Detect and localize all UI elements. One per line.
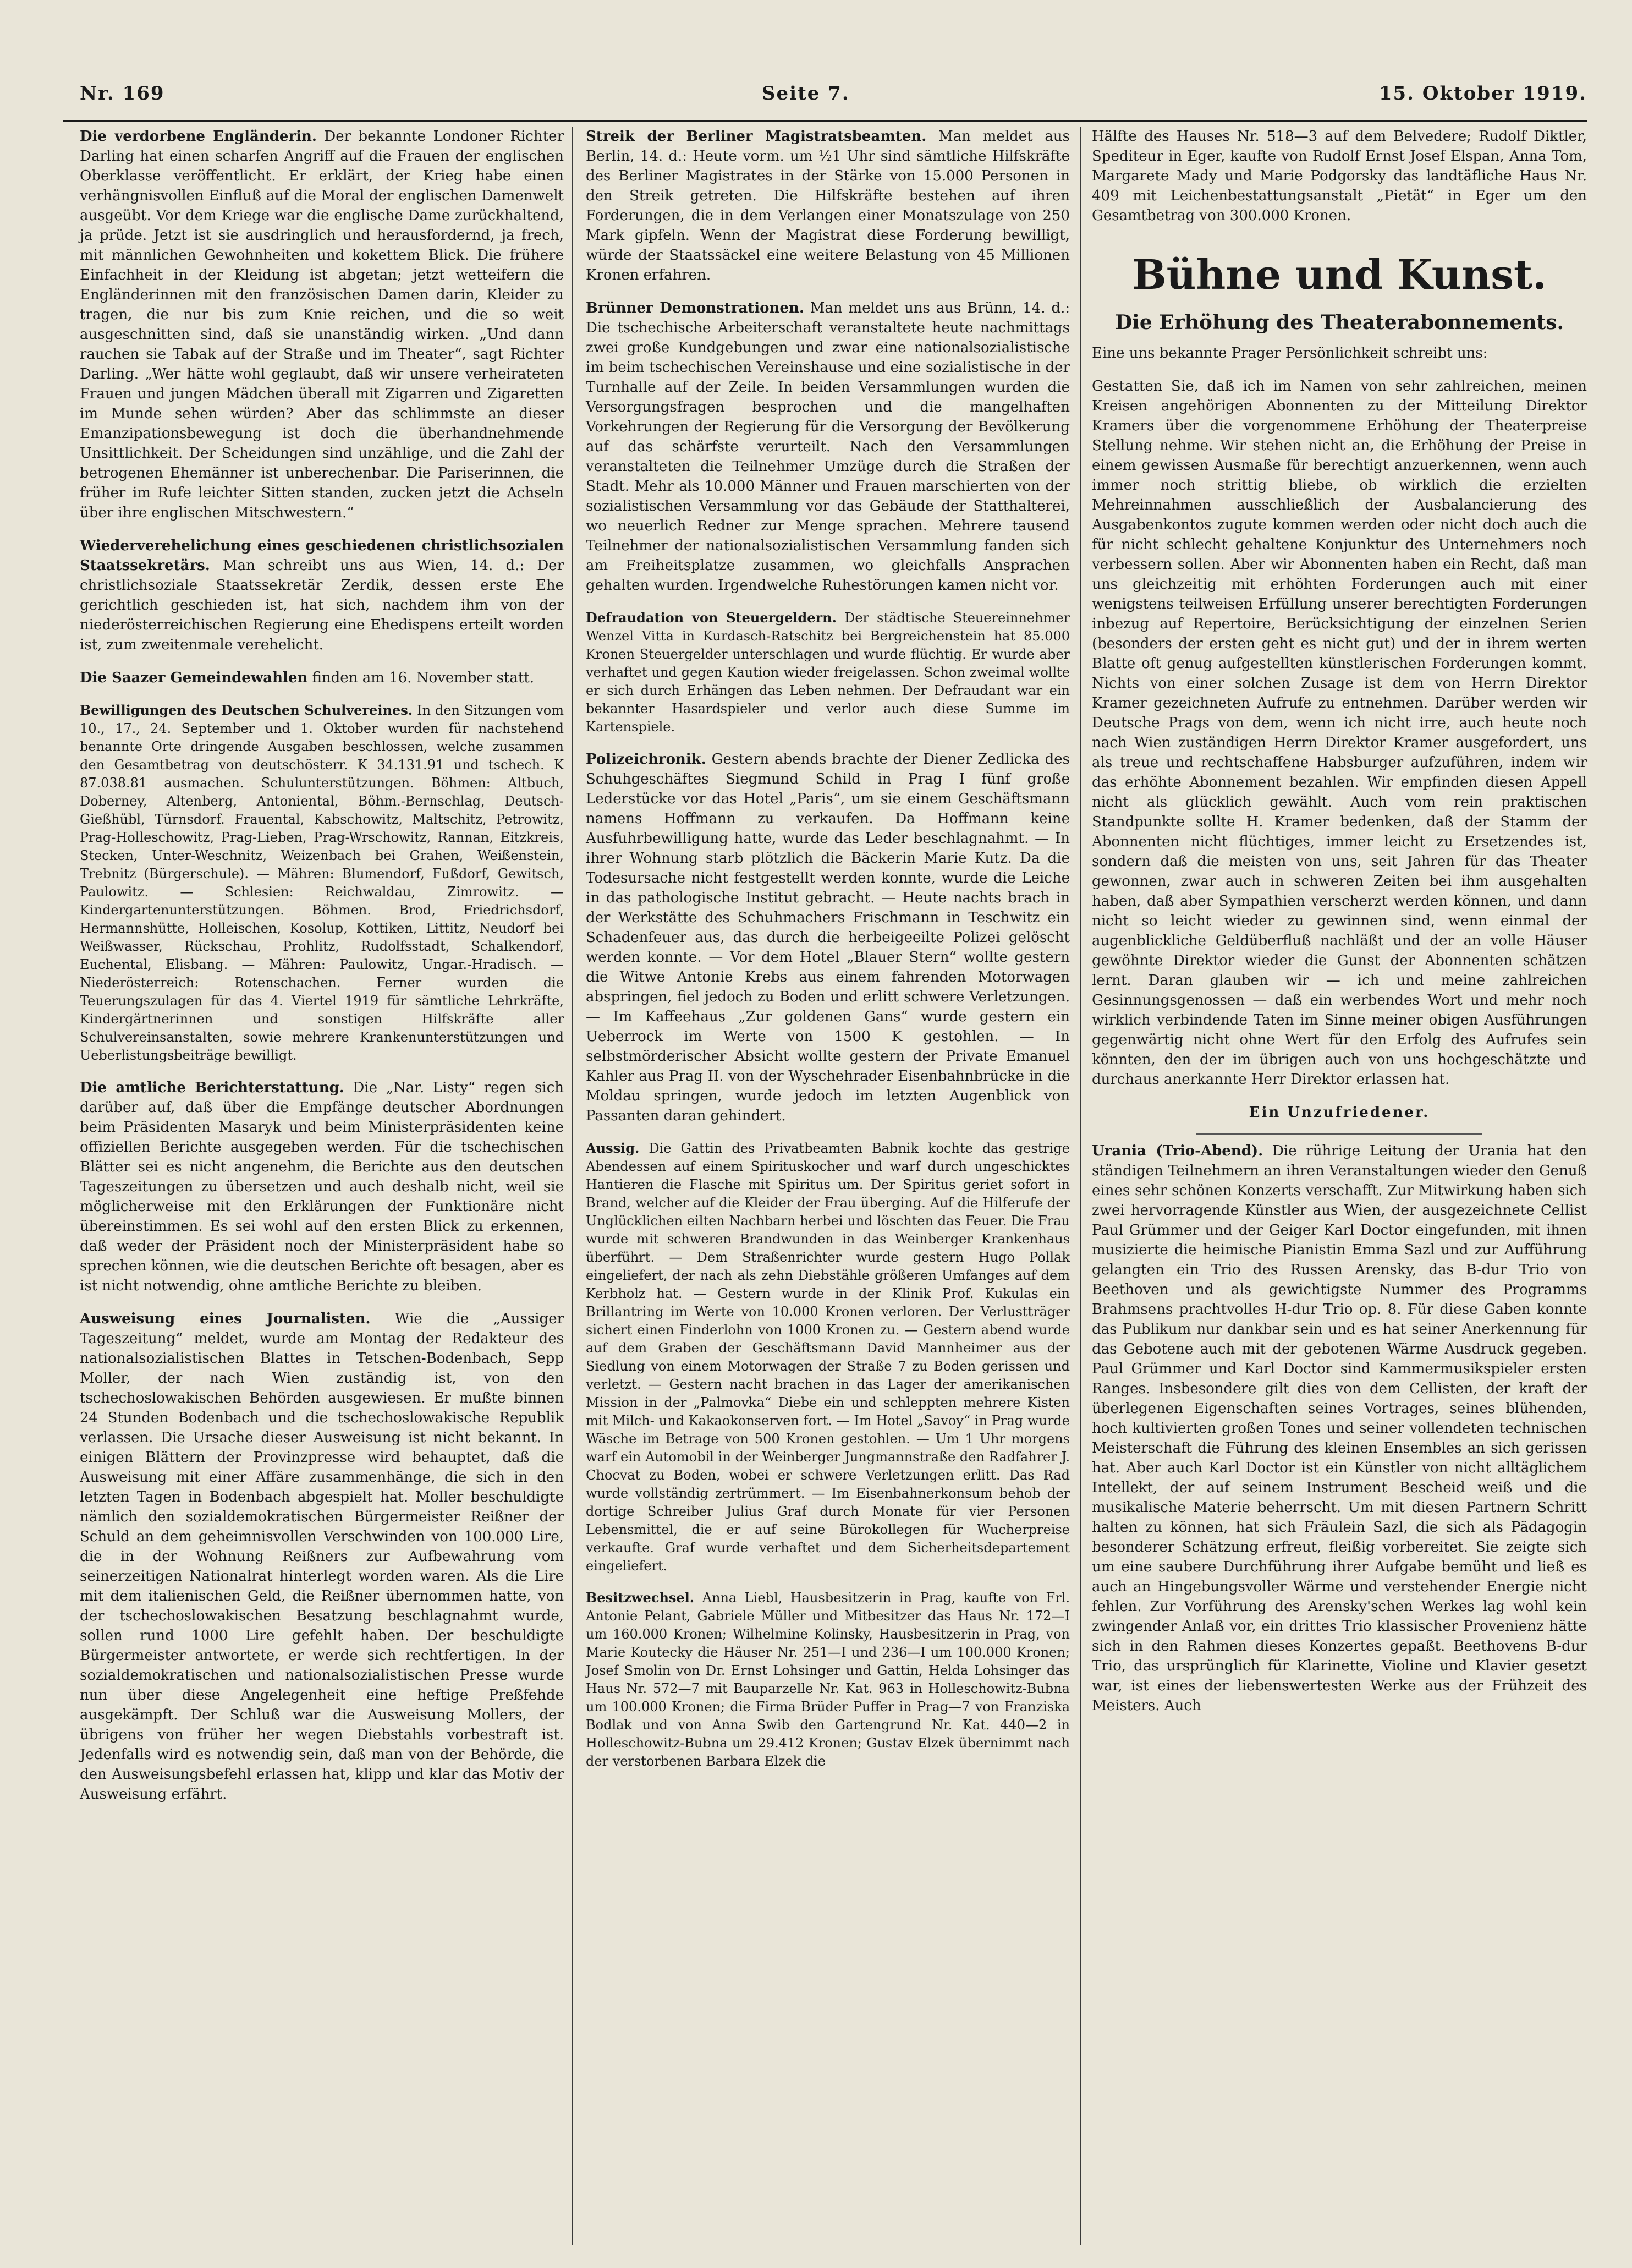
- article-body: finden am 16. November statt.: [312, 670, 535, 686]
- column-divider: [572, 127, 573, 2245]
- article: [586, 1139, 1070, 1575]
- column-3: [1092, 127, 1587, 1729]
- article: [80, 536, 564, 655]
- issue-number: Nr. 169: [80, 83, 165, 105]
- article-headline: Polizeichronik.: [586, 751, 706, 768]
- article: [80, 127, 564, 523]
- article-signature: Ein Unzufriedener.: [1249, 1104, 1430, 1121]
- article-headline: Die Erhöhung des Theaterabonnements.: [1114, 311, 1564, 334]
- article-headline: Die Saazer Gemeindewahlen: [80, 670, 308, 686]
- column-1: [80, 127, 564, 1817]
- article-body: Der bekannte Londoner Richter Darling hat einen scharfen Angriff auf die Frauen der englischen Oberklasse veröffentlicht. Er erklärt, der Krieg habe einen verhängnisvollen Einfluß auf die Moral der englischen Damenwelt ausgeübt. Vor dem Kriege war die englische Dame zurückhaltend, ja prüde. Jetzt ist sie ausdringlich und herausfordernd, ja frech, mit männlichen Gewohnheiten und kokettem Blick. Die frühere Einfachheit in der Kleidung ist abgetan; jetzt wetteifern die Engländerinnen mit den französischen Damen darin, Kleider zu tragen, die nur bis zum Knie reichen, und die so weit ausgeschnitten sind, daß sie unanständig wirken. „Und dann rauchen sie Tabak auf der Straße und im Theater“, sagt Richter Darling. „Wer hätte wohl geglaubt, daß wir unsere verheirateten Frauen und jungen Mädchen überall mit Zigarren und Zigaretten im Munde sehen würden? Aber das schlimmste an dieser Emanzipationsbewegung ist doch die überhandnehmende Unsittlichkeit. Der Scheidungen sind unzählige, und die Zahl der betrogenen Ehemänner ist unberechenbar. Die Pariserinnen, die früher im Rufe leichter Sitten standen, zucken jetzt die Achseln über ihre englischen Mitschwestern.“: [80, 128, 564, 521]
- article: [586, 1588, 1070, 1771]
- article-headline: Brünner Demonstrationen.: [586, 300, 804, 316]
- newspaper-page: [63, 83, 1587, 2245]
- article-body: Die „Nar. Listy“ regen sich darüber auf, daß über die Empfänge deutscher Abordnungen beim Präsidenten Masaryk und beim Ministerpräsidenten keine offiziellen Berichte ausgegeben werden. Für die tschechischen Blätter sei es nicht angenehm, die Berichte aus den deutschen Tageszeitungen zu übersetzen und auch deshalb nicht, weil sie möglicherweise mit den Erklärungen der Funktionäre nicht übereinstimmen. Es sei wohl auf den ersten Blick zu erkennen, daß weder der Präsident noch der Ministerpräsident habe so sprechen können, wie die deutschen Berichte oft besagen, aber es ist nicht notwendig, ohne amtliche Berichte zu bleiben.: [80, 1080, 564, 1294]
- article-body: Die rührige Leitung der Urania hat den ständigen Teilnehmern an ihren Veranstaltungen wieder den Genuß eines sehr schönen Konzerts verschafft. Zur Mitwirkung haben sich zwei hervorragende Künstler aus Wien, der ausgezeichnete Cellist Paul Grümmer und der Geiger Karl Doctor eingefunden, mit ihnen musizierte die heimische Pianistin Emma Sazl und zur Aufführung gelangten ein Trio des Russen Arensky, das B-dur Trio von Beethoven und als gewichtigste Nummer des Programms Brahmsens prachtvolles H-dur Trio op. 8. Für diese Gaben konnte das Publikum nur dankbar sein und es hat seiner Anerkennung für das Gebotene auch mit der gebotenen Wärme Ausdruck gegeben. Paul Grümmer und Karl Doctor sind Kammermusikspieler ersten Ranges. Insbesondere gilt dies von dem Cellisten, der kraft der überlegenen Eigenschaften seines Vortrages, seines blühenden, hoch kultivierten großen Tones und seiner vollendeten technischen Meisterschaft die Führung des kleinen Ensembles an sich gerissen hat. Aber auch Karl Doctor ist ein Künstler von nicht alltäglichem Intellekt, der auf seinem Instrument Bescheid weiß und die musikalische Materie beherrscht. Um mit diesen Partnern Schritt halten zu können, hat sich Fräulein Sazl, die sich als Pädagogin besonderer Schätzung erfreut, fleißig vorbereitet. Sie zeigte sich um eine saubere Durchführung ihrer Aufgabe bemüht und ließ es auch an Hingebungsvoller Wärme und verstehender Energie nicht fehlen. Zur Vorführung des Arensky'schen Werkes lag wohl kein zwingender Anlaß vor, ein drittes Trio klassischer Provenienz hätte sich in den Rahmen dieses Konzertes gepaßt. Beethovens B-dur Trio, das ursprünglich für Klarinette, Violine und Klavier gesetzt war, ist eines der liebenswertesten Werke aus der Frühzeit des Meisters. Auch: [1092, 1143, 1587, 1714]
- column-2: [586, 127, 1070, 1784]
- article-body: Man meldet uns aus Brünn, 14. d.: Die tschechische Arbeiterschaft veranstaltete heute nachmittags zwei große Kundgebungen und zwar eine nationalsozialistische im beim tschechischen Vereinshause und eine sozialistische in der Turnhalle auf der Zeile. In beiden Versammlungen wurden die Versorgungsfragen besprochen und die mangelhaften Vorkehrungen der Regierung für die Versorgung der Bevölkerung auf das schärfste verurteilt. Nach den Versammlungen veranstalteten die Teilnehmer Umzüge durch die Straßen der Stadt. Mehr als 10.000 Männer und Frauen marschierten von der sozialistischen Versammlung vor das Gebäude der Statthalterei, wo neuerlich Redner zur Menge sprachen. Mehrere tausend Teilnehmer der nationalsozialistischen Versammlung fanden sich am Freiheitsplatze zusammen, wo gleichfalls Ansprachen gehalten wurden. Irgendwelche Ruhestörungen kamen nicht vor.: [586, 300, 1070, 594]
- article-body: Gestern abends brachte der Diener Zedlicka des Schuhgeschäftes Siegmund Schild in Prag I fünf große Lederstücke vor das Hotel „Paris“, um sie einem Geschäftsmann namens Hoffmann zu verkaufen. Da Hoffmann keine Ausfuhrbewilligung hatte, wurde das Leder beschlagnahmt. — In ihrer Wohnung starb plötzlich die Bäckerin Marie Kutz. Da die Todesursache nicht festgestellt werden konnte, wurde die Leiche in das pathologische Institut gebracht. — Heute nachts brach in der Werkstätte des Schuhmachers Frischmann in Teschwitz ein Schadenfeuer aus, das durch die herbeigeeilte Polizei gelöscht werden konnte. — Vor dem Hotel „Blauer Stern“ wollte gestern die Witwe Antonie Krebs aus einem fahrenden Motorwagen abspringen, fiel jedoch zu Boden und erlitt schwere Verletzungen. — Im Kaffeehaus „Zur goldenen Gans“ wurde gestern ein Ueberrock im Werte von 1500 K gestohlen. — In selbstmörderischer Absicht wollte gestern der Private Emanuel Kahler aus Prag II. von der Wyschehrader Eisenbahnbrücke in die Moldau springen, wurde jedoch im letzten Augenblick von Passanten daran gehindert.: [586, 751, 1070, 1124]
- article-headline: Urania (Trio-Abend).: [1092, 1143, 1263, 1159]
- article-body: Die Gattin des Privatbeamten Babnik kochte das gestrige Abendessen auf einem Spirituskocher und warf durch ungeschicktes Hantieren die Flasche mit Spiritus um. Der Spiritus geriet sofort in Brand, welcher auf die Kleider der Frau überging. Auf die Hilferufe der Unglücklichen eilten Nachbarn herbei und löschten das Feuer. Die Frau wurde mit schweren Brandwunden in das Weinberger Krankenhaus überführt. — Dem Straßenrichter wurde gestern Hugo Pollak eingeliefert, der nach als zehn Diebstähle größeren Umfanges auf dem Kerbholz hat. — Gestern wurde in der Klinik Prof. Kukulas ein Brillantring im Werte von 10.000 Kronen verloren. Der Verlustträger sichert einen Finderlohn von 1000 Kronen zu. — Gestern abend wurde auf dem Graben der Geschäftsmann David Mannheimer aus der Siedlung von einem Motorwagen der Straße 7 zu Boden gerissen und verletzt. — Gestern nacht brachen in das Lager der amerikanischen Mission in der „Palmovka“ Diebe ein und schleppten mehrere Kisten mit Milch- und Kakaokonserven fort. — Im Hotel „Savoy“ in Prag wurde Wäsche im Betrage von 500 Kronen gestohlen. — Um 1 Uhr morgens warf ein Automobil in der Weinberger Jungmannstraße den Radfahrer J. Chocvat zu Boden, wobei er schwere Verletzungen erlitt. Das Rad wurde vollständig zertrümmert. — Im Eisenbahnerkonsum behob der dortige Schreiber Julius Graf durch Monate für vier Personen Lebensmittel, die er auf seine Bürokollegen für Wucherpreise verkaufte. Graf wurde verhaftet und dem Sicherheitsdepartement eingeliefert.: [586, 1141, 1070, 1574]
- article: [80, 1078, 564, 1296]
- article-headline: Die amtliche Berichterstattung.: [80, 1080, 344, 1096]
- article: [80, 1309, 564, 1804]
- article-body: Anna Liebl, Hausbesitzerin in Prag, kaufte von Frl. Antonie Pelant, Gabriele Müller und Mitbesitzer das Haus Nr. 172—I um 160.000 Kronen; Wilhelmine Kolinsky, Hausbesitzerin in Prag, von Marie Koutecky die Häuser Nr. 251—I und 236—I um 100.000 Kronen; Josef Smolin von Dr. Ernst Lohsinger und Gattin, Helda Lohsinger das Haus Nr. 572—7 mit Bauparzelle Nr. Kat. 963 in Holleschowitz-Bubna um 100.000 Kronen; die Firma Brüder Puffer in Prag—7 von Franziska Bodlak und von Anna Swib den Gartengrund Nr. Kat. 440—2 in Holleschowitz-Bubna um 29.412 Kronen; Gustav Elzek übernimmt nach der verstorbenen Barbara Elzek die: [586, 1590, 1070, 1769]
- column-divider: [1080, 127, 1081, 2245]
- article: [586, 749, 1070, 1126]
- header-rule: [63, 120, 1587, 122]
- article: [1092, 1141, 1587, 1716]
- section-title: Bühne und Kunst.: [1132, 251, 1547, 299]
- article-body: Gestatten Sie, daß ich im Namen von sehr zahlreichen, meinen Kreisen angehörigen Abonnenten zu der Mitteilung Direktor Kramers über die vorgenommene Erhöhung der Theaterpreise Stellung nehme. Wir stehen nicht an, die Erhöhung der Preise in einem gewissen Ausmaße für berechtigt anzuerkennen, wenn auch immer noch strittig bliebe, ob wirklich die erzielten Mehreinnahmen ausschließlich der Ausbalancierung des Ausgabenkontos zugute kommen werden oder nicht doch auch die für nicht schlecht gehaltene Konjunktur des Unternehmers noch verbessern sollen. Aber wir Abonnenten haben ein Recht, daß man uns gleichzeitig mit erhöhten Forderungen auch mit einer wenigstens teilweisen Erfüllung unserer berechtigten Forderungen inbezug auf Repertoire, Berücksichtigung der einzelnen Serien (besonders der ersten geht es nicht gut) und der in ihrem werten Blatte oft genug aufgestellten künstlerischen Forderungen kommt. Nichts von einer solchen Zusage ist dem von Herrn Direktor Kramer gezeichneten Aufrufe zu entnehmen. Darüber werden wir Deutsche Prags von dem, wenn ich nicht irre, auch heute noch nach Wien zuständigen Herrn Direktor Kramer ausgefordert, uns als treue und rechtschaffene Habsburger aufzuführen, indem wir das erhöhte Abonnement bezahlen. Wir empfinden diesen Appell nicht als glücklich gewählt. Auch vom rein praktischen Standpunkte sollte H. Kramer bedenken, daß der Stamm der Abonnenten nicht flüchtiges, immer leicht zu Ersetzendes ist, sondern daß die meisten von uns, seit Jahren für das Theater gewonnen, zwar auch in schweren Zeiten bei ihm ausgehalten haben, daß aber Sympathien verscherzt werden können, und dann nicht so leicht wieder zu gewinnen sind, wenn einmal der augenblickliche Geldüberfluß nachläßt und der an volle Häuser gewöhnte Direktor wieder die Gunst der Abonnenten schätzen lernt. Daran glauben wir — ich und meine zahlreichen Gesinnungsgenossen — daß ein werbendes Wort und mehr noch wirklich verbindende Taten im Sinne meiner obigen Ausführungen gegenwärtig nicht ohne Wert für den Erfolg des Aufrufes sein könnten, den der im übrigen auch von uns hochgeschätzte und durchaus anerkannte Herr Direktor erlassen hat.: [1092, 378, 1587, 1088]
- article-headline: Ausweisung eines Journalisten.: [80, 1311, 371, 1327]
- article-headline: Streik der Berliner Magistratsbeamten.: [586, 128, 927, 145]
- article: [80, 701, 564, 1065]
- article-body: In den Sitzungen vom 10., 17., 24. September und 1. Oktober wurden für nachstehend benannte Orte dringende Ausgaben beschlossen, welche zusammen den Gesamtbetrag von deutschösterr. K 34.131.91 und tschech. K 87.038.81 ausmachen. Schulunterstützungen. Böhmen: Altbuch, Doberney, Altenberg, Antoniental, Böhm.-Bernschlag, Deutsch-Gießhübl, Türnsdorf. Frauental, Kabschowitz, Maltschitz, Petrowitz, Prag-Holleschowitz, Prag-Lieben, Prag-Wrschowitz, Rannan, Eitzkreis, Stecken, Unter-Weschnitz, Weizenbach bei Grahen, Weißenstein, Trebnitz (Bürgerschule). — Mähren: Blumendorf, Fußdorf, Gewitsch, Paulowitz. — Schlesien: Reichwaldau, Zimrowitz. — Kindergartenunterstützungen. Böhmen. Brod, Friedrichsdorf, Hermannshütte, Holleischen, Kosolup, Kottiken, Littitz, Neudorf bei Weißwasser, Rückschau, Prohlitz, Rudolfsstadt, Schalkendorf, Euchental, Elisbang. — Mähren: Paulowitz, Ungar.-Hradisch. — Niederösterreich: Rotenschachen. Ferner wurden die Teuerungszulagen für das 4. Viertel 1919 für sämtliche Lehrkräfte, Kindergärtnerinnen und sonstigen Hilfskräfte aller Schulvereinsanstalten, sowie mehrere Krankenunterstützungen und Ueberlistungsbeiträge bewilligt.: [80, 703, 564, 1063]
- article-body: Wie die „Aussiger Tageszeitung“ meldet, wurde am Montag der Redakteur des nationalsozialistischen Blattes in Tetschen-Bodenbach, Sepp Moller, der nach Wien zuständig ist, von den tschechoslowakischen Behörden ausgewiesen. Er mußte binnen 24 Stunden Bodenbach und die tschechoslowakische Republik verlassen. Die Ursache dieser Ausweisung ist nicht bekannt. In einigen Blättern der Provinzpresse wird behauptet, daß die Ausweisung mit einer Affäre zusammenhänge, die sich in den letzten Tagen in Bodenbach abgespielt hat. Moller beschuldigte nämlich den sozialdemokratischen Bürgermeister Reißner der Schuld an dem geheimnisvollen Verschwinden von 100.000 Lire, die in der Wohnung Reißners zur Aufbewahrung vom seinerzeitigen Nationalrat hinterlegt worden waren. Als die Lire mit dem italienischen Geld, die Reißner übernommen hatte, von der tschechoslowakischen Besatzung beschlagnahmt wurde, sollen rund 1000 Lire gefehlt haben. Der beschuldigte Bürgermeister antwortete, er werde sich rechtfertigen. In der sozialdemokratischen und nationalsozialistischen Presse wurde nun über diese Angelegenheit eine heftige Preßfehde ausgekämpft. Der Schluß war die Ausweisung Mollers, der übrigens von früher her wegen Diebstahls vorbestraft ist. Jedenfalls wird es notwendig sein, daß man von der Behörde, die den Ausweisungsbefehl erlassen hat, klipp und klar das Motiv der Ausweisung erfährt.: [80, 1311, 564, 1803]
- article-continued: Hälfte des Hauses Nr. 518—3 auf dem Belvedere; Rudolf Diktler, Spediteur in Eger, kaufte von Rudolf Ernst Josef Elspan, Anna Tom, Margarete Mady und Marie Podgorsky das landtäfliche Haus Nr. 409 mit Leichenbestattungsanstalt „Pietät“ in Eger um den Gesamtbetrag von 300.000 Kronen.: [1092, 128, 1587, 224]
- article-headline: Defraudation von Steuergeldern.: [586, 610, 837, 626]
- issue-date: 15. Oktober 1919.: [1378, 83, 1587, 105]
- article: [80, 668, 564, 688]
- article-headline: Aussig.: [586, 1140, 640, 1156]
- article: [586, 127, 1070, 285]
- article-body: Man meldet aus Berlin, 14. d.: Heute vorm. um ½1 Uhr sind sämtliche Hilfskräfte des Berliner Magistrates in der Stärke von 15.000 Personen in den Streik getreten. Die Hilfskräfte bestehen auf ihren Forderungen, die in dem Verlangen einer Monatszulage von 250 Mark gipfeln. Wenn der Magistrat diese Forderung bewilligt, würde der Staatssäckel eine weitere Belastung von 45 Millionen Kronen erfahren.: [586, 128, 1070, 283]
- article-body: Der städtische Steuereinnehmer Wenzel Vitta in Kurdasch-Ratschitz bei Bergreichenstein hat 85.000 Kronen Steuergelder unterschlagen und wurde flüchtig. Er wurde aber verhaftet und gegen Kaution wieder freigelassen. Schon zweimal wollte er sich durch Erhängen das Leben nehmen. Der Defraudant war ein bekannter Hasardspieler und verlor auch diese Summe im Kartenspiele.: [586, 610, 1070, 735]
- page-number: Seite 7.: [762, 83, 850, 105]
- article-body: Man schreibt uns aus Wien, 14. d.: Der christlichsoziale Staatssekretär Zerdik, dessen erste Ehe gerichtlich geschieden ist, hat sich, nachdem ihm von der niederösterreichischen Regierung eine Ehedispens erteilt worden ist, zum zweitenmale verehelicht.: [80, 557, 564, 653]
- article-headline: Bewilligungen des Deutschen Schulvereines.: [80, 702, 413, 718]
- article-intro: Eine uns bekannte Prager Persönlichkeit schreibt uns:: [1092, 345, 1488, 361]
- article-headline: Die verdorbene Engländerin.: [80, 128, 317, 145]
- article: [586, 609, 1070, 736]
- article-headline: Besitzwechsel.: [586, 1590, 695, 1606]
- separator: [1196, 1133, 1482, 1135]
- article: [586, 298, 1070, 595]
- article-headline: Wiederverehelichung eines geschiedenen christlichsozialen Staatssekretärs.: [80, 538, 564, 574]
